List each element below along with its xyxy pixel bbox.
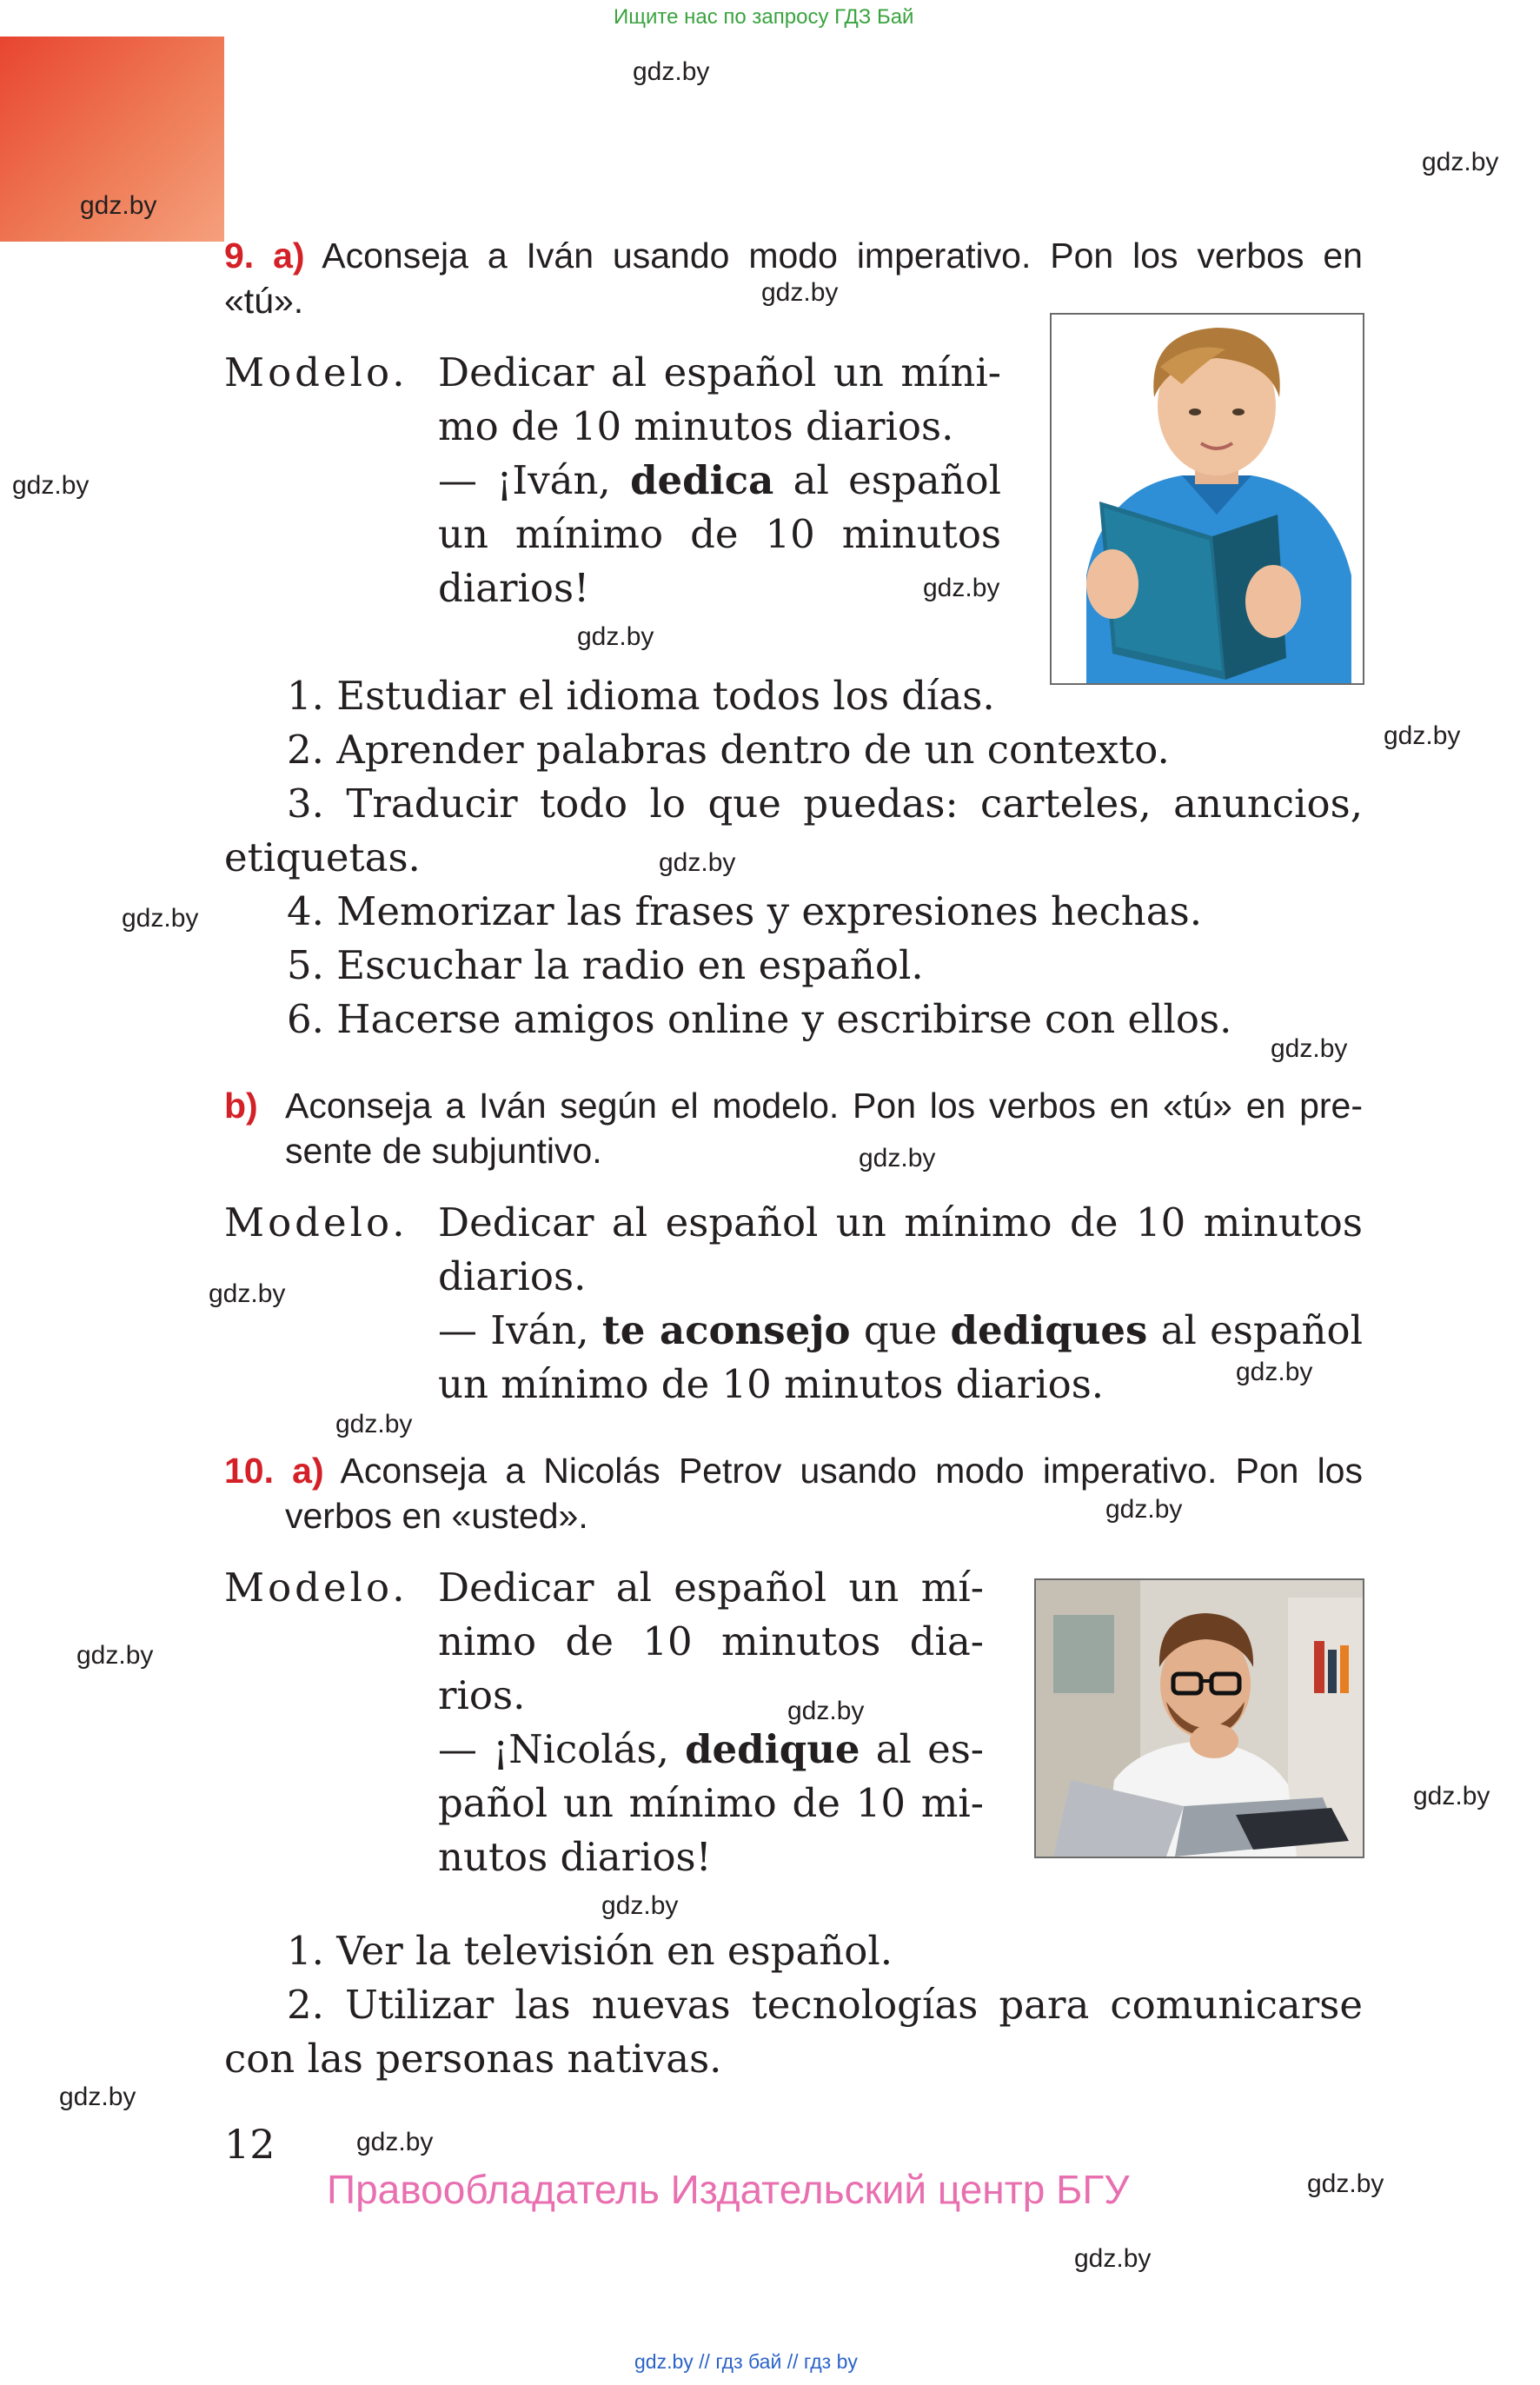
part-label: b) [224, 1086, 258, 1126]
list-item: etiquetas. [224, 834, 421, 880]
modelo-label: Modelo. [224, 1199, 408, 1246]
watermark: gdz.by [80, 191, 157, 220]
search-hint-text: Ищите нас по запросу ГДЗ Бай [614, 5, 914, 29]
boy-reading-image [1052, 315, 1363, 683]
watermark: gdz.by [659, 848, 736, 877]
modelo-label: Modelo. [224, 1565, 408, 1611]
watermark: gdz.by [1422, 148, 1499, 176]
ex9-b-instruction: b) Aconseja a Iván según el modelo. Pon los verbos en «tú» en pre- sente de subjuntivo. [224, 1083, 1363, 1173]
watermark: gdz.by [787, 1697, 865, 1725]
watermark: gdz.by [601, 1891, 679, 1920]
ex10-a-instruction: 10. a) Aconseja a Nicolás Petrov usando modo imperativo. Pon los verbos en «usted». [224, 1451, 1363, 1536]
part-label: a) [273, 236, 305, 276]
list-item: 1. Estudiar el idioma todos los días. [287, 673, 995, 719]
watermark: gdz.by [1271, 1034, 1348, 1063]
watermark: gdz.by [356, 2128, 434, 2156]
man-laptop-image [1036, 1580, 1363, 1857]
watermark: gdz.by [1384, 721, 1461, 750]
ex10-items [224, 1924, 1363, 2086]
watermark: gdz.by [122, 904, 199, 933]
watermark: gdz.by [923, 574, 1000, 602]
watermark: gdz.by [1236, 1358, 1313, 1386]
list-item: 5. Escuchar la radio en español. [287, 942, 924, 988]
watermark: gdz.by [12, 471, 90, 500]
ex9-b-modelo-text: Dedicar al español un mínimo de 10 minutos diarios. — Iván, te aconsejo que dediques al español un mínimo de 10 minutos diarios. [438, 1199, 1363, 1407]
ex9-a-instruction: 9. a) Aconseja a Iván usando modo imperativo. Pon los verbos en «tú». [224, 236, 1363, 321]
watermark: gdz.by [335, 1410, 413, 1438]
boy-reading-photo [1050, 313, 1364, 685]
watermark: gdz.by [59, 2083, 136, 2111]
ex10-modelo-text: Dedicar al español un mí- nimo de 10 minutos dia- rios. — ¡Nicolás, dedique al es- pañol un mínimo de 10 mi- nutos diarios! [438, 1565, 985, 1880]
watermark: gdz.by [1074, 2244, 1152, 2273]
list-item: con las personas nativas. [224, 2036, 722, 2082]
exercise-number: 9. [224, 236, 255, 276]
modelo-label: Modelo. [224, 349, 408, 395]
watermark: gdz.by [1413, 1782, 1490, 1810]
page-number: 12 [224, 2121, 275, 2168]
copyright-footer: Правообладатель Издательский центр БГУ [327, 2167, 1130, 2212]
list-item: 3. Traducir todo lo que puedas: carteles, anuncios, [287, 781, 1363, 827]
list-item: 2. Aprender palabras dentro de un contexto. [287, 727, 1170, 773]
list-item: 1. Ver la televisión en español. [287, 1928, 893, 1974]
man-laptop-photo [1034, 1578, 1364, 1858]
list-item: 2. Utilizar las nuevas tecnologías para comunicarse [287, 1982, 1363, 2028]
watermark: gdz.by [859, 1144, 936, 1173]
watermark: gdz.by [761, 278, 839, 307]
bottom-links[interactable]: gdz.by // гдз бай // гдз by [634, 2350, 858, 2373]
part-label: a) [292, 1451, 324, 1491]
watermark: gdz.by [577, 622, 654, 651]
watermark: gdz.by [1105, 1495, 1183, 1524]
exercise-number: 10. [224, 1451, 274, 1491]
ex9-items [224, 669, 1363, 1046]
ex9-modelo-text: Dedicar al español un míni- mo de 10 minutos diarios. — ¡Iván, dedica al español un mínimo de 10 minutos diarios! [438, 349, 1001, 611]
list-item: 6. Hacerse amigos online y escribirse con ellos. [287, 996, 1232, 1042]
watermark: gdz.by [76, 1641, 154, 1670]
list-item: 4. Memorizar las frases y expresiones hechas. [287, 888, 1202, 934]
watermark: gdz.by [209, 1279, 286, 1308]
watermark: gdz.by [1307, 2169, 1384, 2198]
watermark: gdz.by [633, 57, 710, 86]
